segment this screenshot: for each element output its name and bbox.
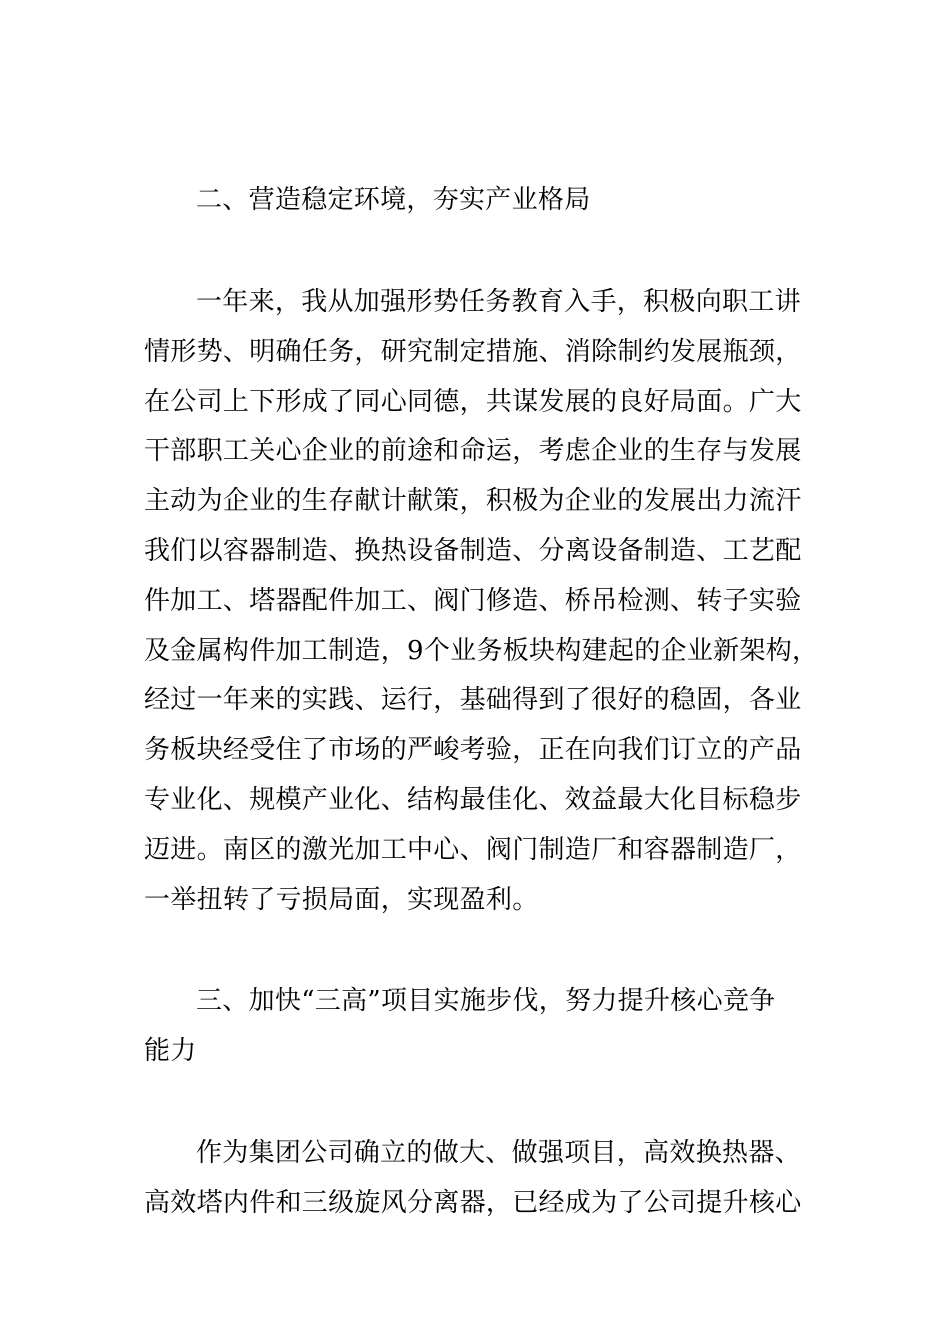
paragraph-line: 迈进。南区的激光加工中心、阀门制造厂和容器制造厂， [144,835,802,865]
paragraph-line: 经过一年来的实践、运行，基础得到了很好的稳固，各业 [144,685,802,715]
paragraph-line: 件加工、塔器配件加工、阀门修造、桥吊检测、转子实验 [144,586,802,616]
paragraph-line: 一年来，我从加强形势任务教育入手，积极向职工讲 [196,287,801,317]
paragraph-line: 主动为企业的生存献计献策，积极为企业的发展出力流汗 [144,486,802,516]
paragraph-line: 作为集团公司确立的做大、做强项目，高效换热器、 [196,1138,801,1168]
section-heading-3-cont: 能力 [144,1036,197,1066]
paragraph-line: 一举扭转了亏损局面，实现盈利。 [144,885,539,915]
paragraph-line: 干部职工关心企业的前途和命运，考虑企业的生存与发展 [144,436,802,466]
paragraph-line: 专业化、规模产业化、结构最佳化、效益最大化目标稳步 [144,785,802,815]
paragraph-line: 及金属构件加工制造，9个业务板块构建起的企业新架构， [144,636,819,666]
section-heading-2: 二、营造稳定环境，夯实产业格局 [196,185,591,215]
paragraph-line: 情形势、明确任务，研究制定措施、消除制约发展瓶颈， [144,337,802,367]
paragraph-line: 我们以容器制造、换热设备制造、分离设备制造、工艺配 [144,536,802,566]
paragraph-line: 高效塔内件和三级旋风分离器，已经成为了公司提升核心 [144,1188,802,1218]
section-heading-3: 三、加快“三高”项目实施步伐，努力提升核心竞争 [196,986,776,1016]
paragraph-line: 在公司上下形成了同心同德，共谋发展的良好局面。广大 [144,387,802,417]
paragraph-line: 务板块经受住了市场的严峻考验，正在向我们订立的产品 [144,735,802,765]
